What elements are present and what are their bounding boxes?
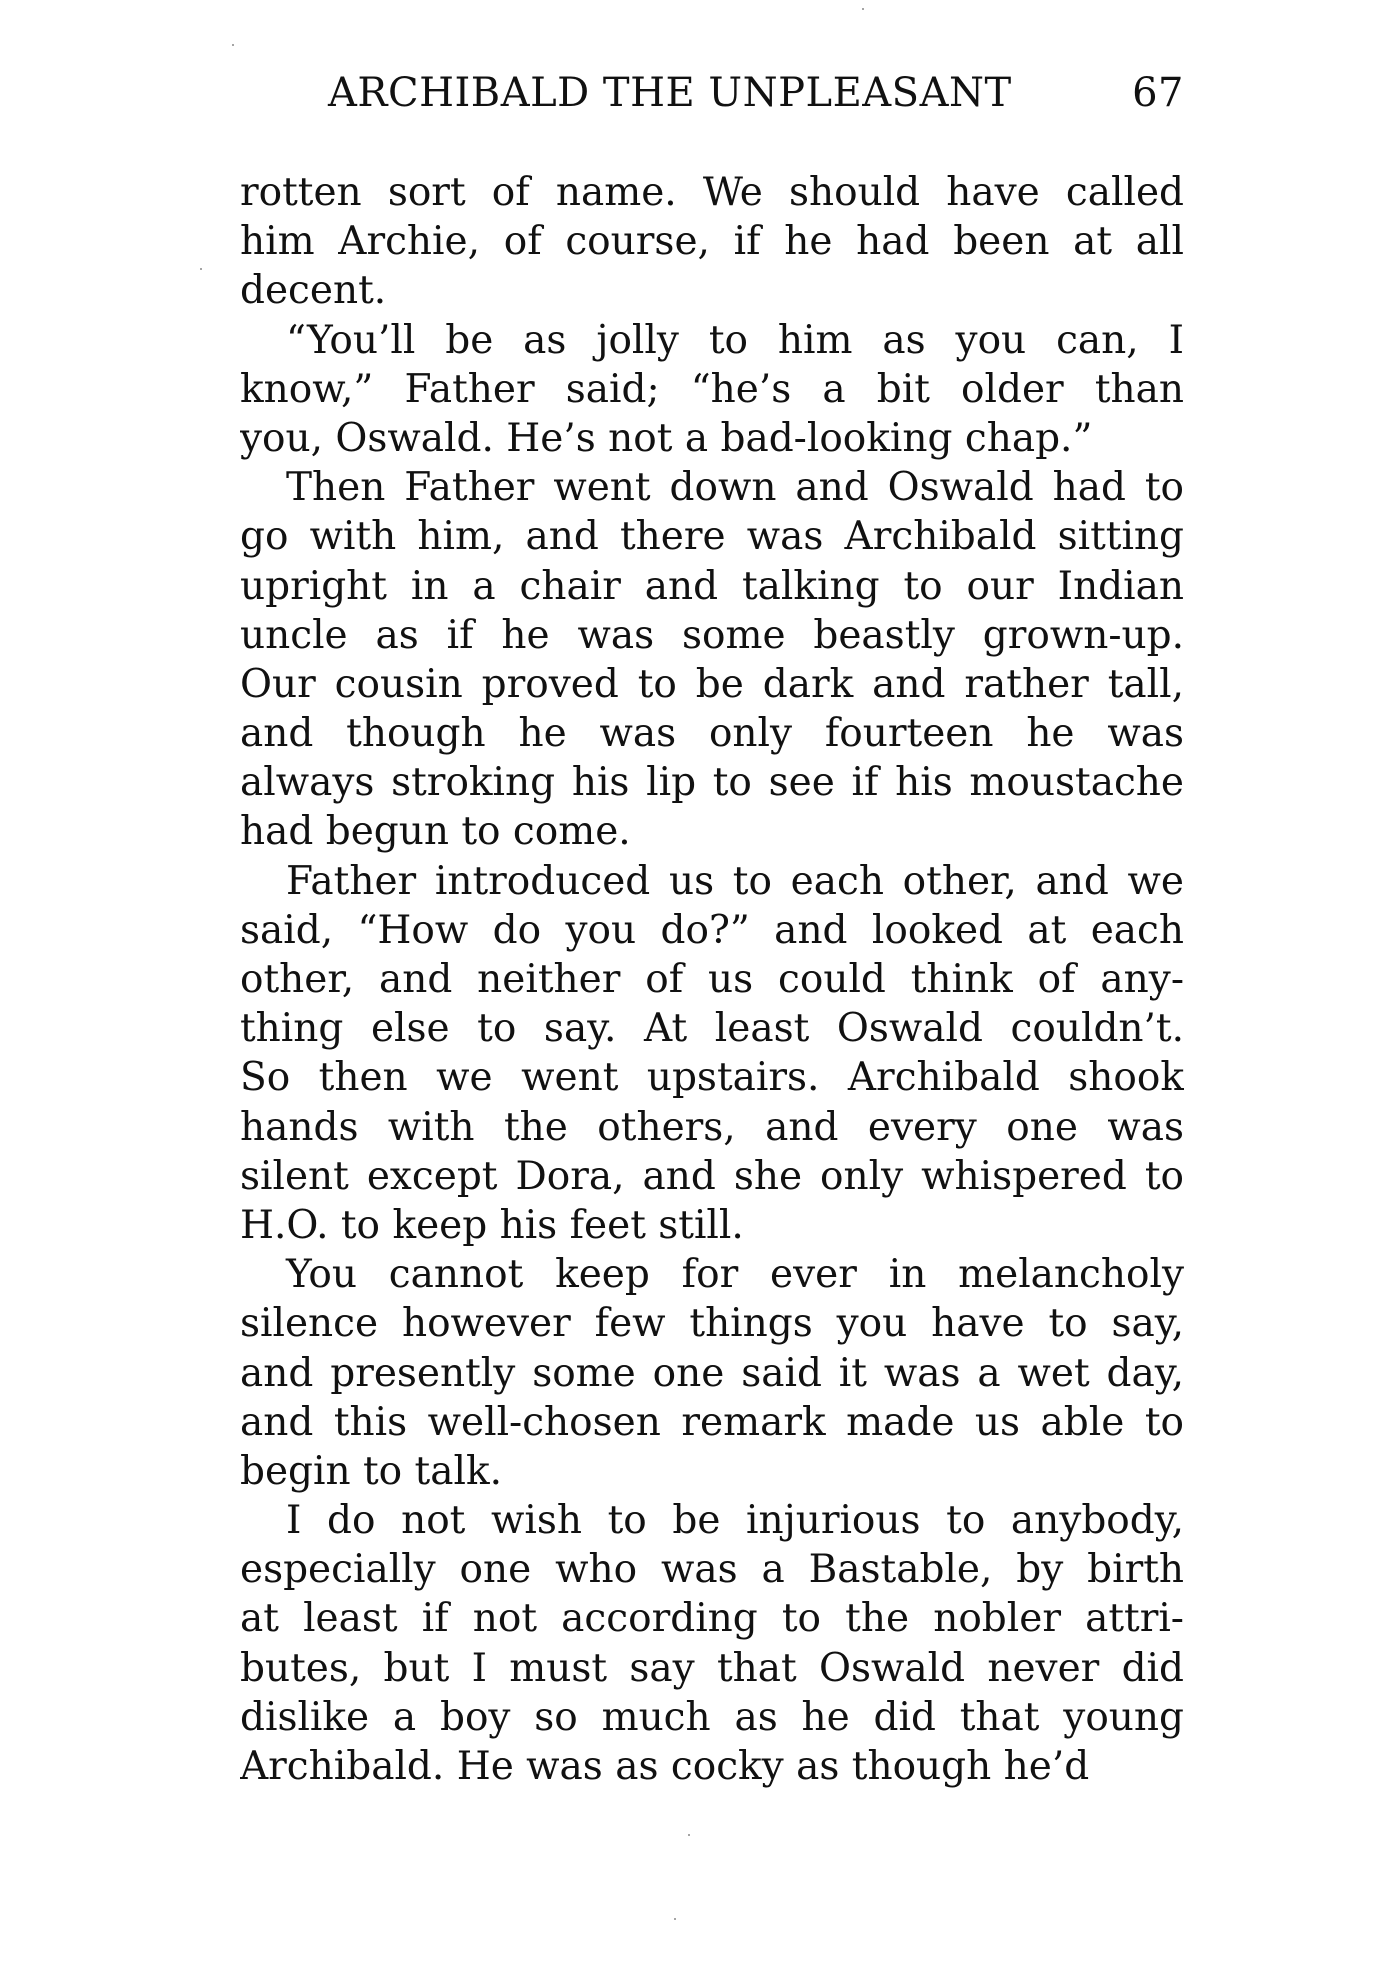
text-line: him Archie, of course, if he had been at all bbox=[240, 219, 1184, 265]
paragraph-first-line: “You’ll be as jolly to him as you can, I bbox=[286, 317, 1184, 363]
text-line: and presently some one said it was a wet day, bbox=[240, 1350, 1184, 1396]
text-line: silent except Dora, and she only whispered to bbox=[240, 1153, 1184, 1199]
text-line: you, Oswald. He’s not a bad-looking chap.” bbox=[240, 415, 1093, 461]
text-line: upright in a chair and talking to our Indian bbox=[240, 563, 1184, 609]
text-line: dislike a boy so much as he did that young bbox=[240, 1694, 1184, 1740]
text-line: go with him, and there was Archibald sitting bbox=[240, 514, 1184, 560]
paragraph-first-line: I do not wish to be injurious to anybody, bbox=[286, 1498, 1184, 1544]
text-line: So then we went upstairs. Archibald shook bbox=[240, 1055, 1184, 1101]
text-line: had begun to come. bbox=[240, 809, 631, 855]
text-line: thing else to say. At least Oswald couldn’t. bbox=[240, 1006, 1184, 1052]
page-number: 67 bbox=[1132, 70, 1184, 116]
paragraph-first-line: Then Father went down and Oswald had to bbox=[286, 465, 1184, 511]
text-line: always stroking his lip to see if his moustache bbox=[240, 760, 1184, 806]
body-text bbox=[240, 168, 1184, 1791]
text-line: Our cousin proved to be dark and rather tall, bbox=[240, 661, 1184, 707]
text-line: and though he was only fourteen he was bbox=[240, 711, 1184, 757]
text-line: begin to talk. bbox=[240, 1448, 502, 1494]
paragraph-first-line: You cannot keep for ever in melancholy bbox=[286, 1252, 1184, 1298]
text-line: silence however few things you have to say, bbox=[240, 1301, 1184, 1347]
text-line: H.O. to keep his feet still. bbox=[240, 1202, 744, 1248]
running-title: ARCHIBALD THE UNPLEASANT bbox=[328, 70, 1012, 116]
scan-speck bbox=[862, 8, 864, 10]
scan-speck bbox=[232, 44, 234, 46]
text-line: decent. bbox=[240, 268, 387, 314]
text-line: know,” Father said; “he’s a bit older than bbox=[240, 366, 1184, 412]
scan-speck bbox=[688, 1834, 690, 1836]
text-line: other, and neither of us could think of any- bbox=[240, 957, 1184, 1002]
paragraph-first-line: rotten sort of name. We should have called bbox=[240, 170, 1184, 215]
text-line: hands with the others, and every one was bbox=[240, 1104, 1184, 1150]
text-line: said, “How do you do?” and looked at each bbox=[240, 907, 1184, 953]
text-line: and this well-chosen remark made us able to bbox=[240, 1399, 1184, 1445]
scan-speck bbox=[674, 1918, 676, 1920]
scan-speck bbox=[200, 268, 202, 270]
text-line: at least if not according to the nobler attri- bbox=[240, 1596, 1184, 1642]
text-line: uncle as if he was some beastly grown-up. bbox=[240, 612, 1184, 658]
paragraph-first-line: Father introduced us to each other, and we bbox=[286, 858, 1184, 904]
text-line: Archibald. He was as cocky as though he’d bbox=[240, 1744, 1090, 1789]
text-line: butes, but I must say that Oswald never did bbox=[240, 1645, 1184, 1691]
text-line: especially one who was a Bastable, by birth bbox=[240, 1547, 1184, 1593]
running-header bbox=[240, 70, 1184, 130]
